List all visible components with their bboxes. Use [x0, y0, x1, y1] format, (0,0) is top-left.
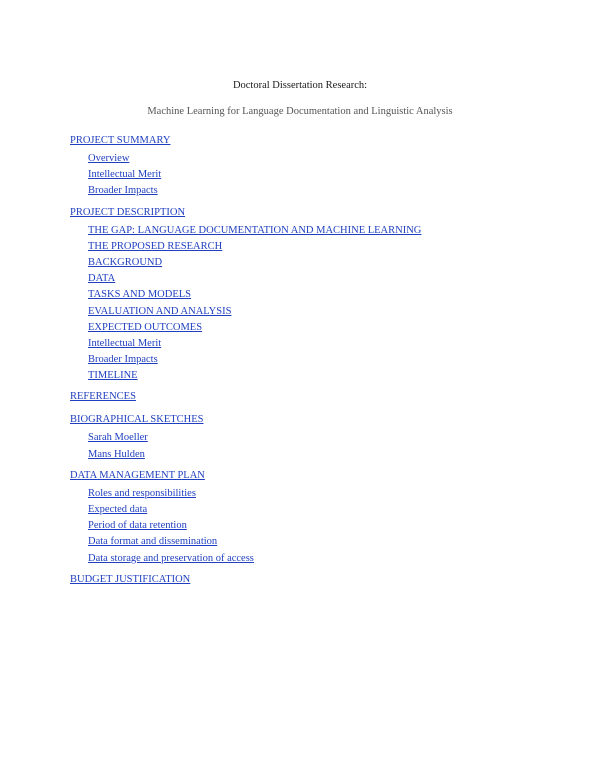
toc-link-broader-impacts[interactable]: Broader Impacts	[88, 185, 158, 197]
toc-link-expected-outcomes[interactable]: EXPECTED OUTCOMES	[88, 321, 203, 333]
table-of-contents	[70, 133, 570, 595]
toc-link-data[interactable]: DATA	[88, 273, 116, 285]
toc-section-budget-justification	[70, 572, 570, 588]
toc-link-intellectual-merit[interactable]: Intellectual Merit	[88, 337, 162, 349]
toc-sublist-biographical-sketches	[70, 428, 570, 460]
toc-item	[88, 334, 570, 350]
toc-item	[88, 149, 570, 165]
toc-link-project-summary[interactable]: PROJECT SUMMARY	[70, 135, 171, 146]
toc-item	[88, 165, 570, 181]
toc-item	[88, 318, 570, 334]
toc-item	[88, 549, 570, 565]
toc-link-sarah-moeller[interactable]: Sarah Moeller	[88, 432, 148, 444]
toc-link-the-gap[interactable]: THE GAP: LANGUAGE DOCUMENTATION AND MACHINE LEARNING	[88, 224, 422, 236]
toc-link-budget-justification[interactable]: BUDGET JUSTIFICATION	[70, 573, 191, 585]
toc-link-data-management-plan[interactable]: DATA MANAGEMENT PLAN	[70, 469, 205, 481]
toc-link-intellectual-merit[interactable]: Intellectual Merit	[88, 169, 162, 181]
toc-sublist-data-management-plan	[70, 484, 570, 565]
toc-item	[88, 221, 570, 237]
document-title: Doctoral Dissertation Research:	[232, 80, 368, 91]
toc-link-references[interactable]: REFERENCES	[70, 391, 136, 403]
toc-link-project-description[interactable]: PROJECT DESCRIPTION	[70, 206, 186, 218]
toc-link-timeline[interactable]: TIMELINE	[88, 370, 138, 382]
toc-item	[88, 500, 570, 516]
toc-section-project-summary	[70, 133, 570, 198]
toc-link-tasks-and-models[interactable]: TASKS AND MODELS	[88, 289, 192, 301]
toc-section-data-management-plan	[70, 468, 570, 565]
toc-item	[88, 302, 570, 318]
toc-item	[88, 253, 570, 269]
toc-item	[88, 484, 570, 500]
toc-item	[88, 269, 570, 285]
toc-section-biographical-sketches	[70, 412, 570, 460]
toc-section-project-description	[70, 205, 570, 383]
toc-item	[88, 366, 570, 382]
toc-item	[88, 445, 570, 461]
toc-item	[88, 532, 570, 548]
toc-sublist-project-summary	[70, 149, 570, 198]
toc-link-period-of-data-retention[interactable]: Period of data retention	[88, 520, 187, 532]
document-subtitle: Machine Learning for Language Documentation and Linguistic Analysis	[147, 106, 453, 117]
toc-link-overview[interactable]: Overview	[88, 153, 130, 164]
toc-link-evaluation-and-analysis[interactable]: EVALUATION AND ANALYSIS	[88, 305, 232, 317]
toc-item	[88, 181, 570, 197]
toc-link-expected-data[interactable]: Expected data	[88, 504, 148, 515]
toc-link-biographical-sketches[interactable]: BIOGRAPHICAL SKETCHES	[70, 414, 204, 426]
toc-sublist-project-description	[70, 221, 570, 383]
toc-link-roles-and-responsibilities[interactable]: Roles and responsibilities	[88, 487, 196, 499]
toc-link-broader-impacts[interactable]: Broader Impacts	[88, 354, 158, 366]
toc-item	[88, 237, 570, 253]
toc-link-proposed-research[interactable]: THE PROPOSED RESEARCH	[88, 240, 223, 252]
toc-item	[88, 285, 570, 301]
toc-link-mans-hulden[interactable]: Mans Hulden	[88, 448, 145, 460]
toc-item	[88, 350, 570, 366]
toc-link-data-format-and-dissemination[interactable]: Data format and dissemination	[88, 536, 218, 548]
toc-item	[88, 516, 570, 532]
toc-link-background[interactable]: BACKGROUND	[88, 256, 163, 268]
toc-item	[88, 428, 570, 444]
toc-link-data-storage-and-preservation[interactable]: Data storage and preservation of access	[88, 552, 254, 564]
toc-section-references	[70, 389, 570, 405]
